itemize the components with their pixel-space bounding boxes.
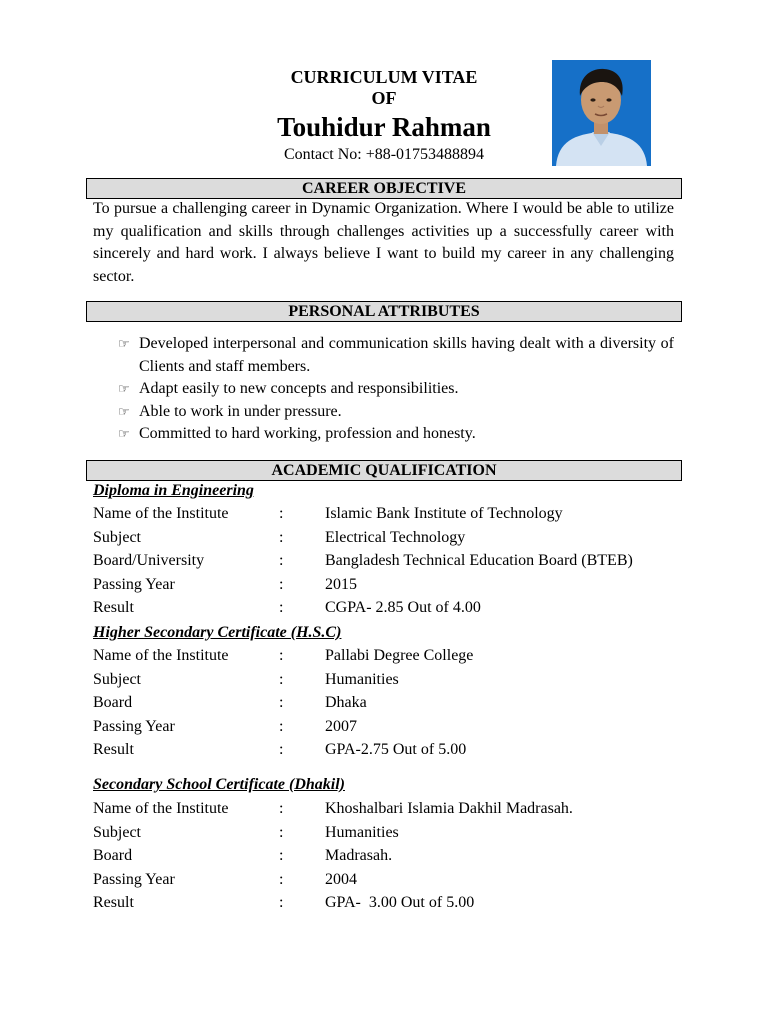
diploma-details [93,502,693,620]
cv-title: CURRICULUM VITAE [290,67,478,87]
table-row: Name of the Institute : Islamic Bank Institute of Technology [93,505,563,522]
table-row: Result : CGPA- 2.85 Out of 4.00 [93,599,481,616]
table-row: Result : GPA- 3.00 Out of 5.00 [93,894,475,911]
list-item: ☞ Able to work in under pressure. [118,401,674,424]
career-objective-heading: CAREER OBJECTIVE [86,178,682,199]
portrait-illustration [552,60,651,166]
ssc-title: Secondary School Certificate (Dhakil) [93,776,345,793]
pointing-hand-icon: ☞ [118,426,130,441]
cv-header [180,67,588,165]
candidate-name: Touhidur Rahman [277,112,491,142]
list-item: ☞ Developed interpersonal and communication skills having dealt with a diversity of Clients and staff members. [118,335,674,375]
table-row: Result : GPA-2.75 Out of 5.00 [93,741,467,758]
table-row: Passing Year : 2015 [93,575,357,593]
profile-photo [552,60,651,166]
pointing-hand-icon: ☞ [118,403,130,419]
table-row: Subject : Humanities [93,823,399,841]
pointing-hand-icon: ☞ [118,336,130,351]
contact-number: Contact No: +88-01753488894 [283,146,485,163]
table-row: Passing Year : 2004 [93,870,357,888]
list-item: ☞ Committed to hard working, profession and honesty. [118,423,674,446]
personal-attributes-list [118,333,674,446]
ssc-details [93,797,693,915]
table-row: Subject : Humanities [93,670,399,688]
table-row: Subject : Electrical Technology [93,528,466,546]
table-row: Name of the Institute : Khoshalbari Islamia Dakhil Madrasah. [93,800,573,817]
table-row: Board : Dhaka [93,694,367,711]
academic-qualification-heading: ACADEMIC QUALIFICATION [86,460,682,481]
hsc-details [93,644,693,762]
career-objective-text: To pursue a challenging career in Dynamic Organization. Where I would be able to utilize my qualification and skills through challenges activities up a successfully career with sincerely and hard work. I always believe I want to build my career in any challenging sector. [93,200,674,285]
diploma-title: Diploma in Engineering [93,482,254,499]
cv-of: OF [371,88,397,108]
table-row: Name of the Institute : Pallabi Degree College [93,647,474,664]
table-row: Board/University : Bangladesh Technical Education Board (BTEB) [93,552,633,569]
table-row: Passing Year : 2007 [93,717,357,735]
list-item: ☞ Adapt easily to new concepts and responsibilities. [118,378,674,401]
table-row: Board : Madrasah. [93,847,393,864]
hsc-title: Higher Secondary Certificate (H.S.C) [93,624,342,641]
personal-attributes-heading: PERSONAL ATTRIBUTES [86,301,682,322]
pointing-hand-icon: ☞ [118,381,130,396]
